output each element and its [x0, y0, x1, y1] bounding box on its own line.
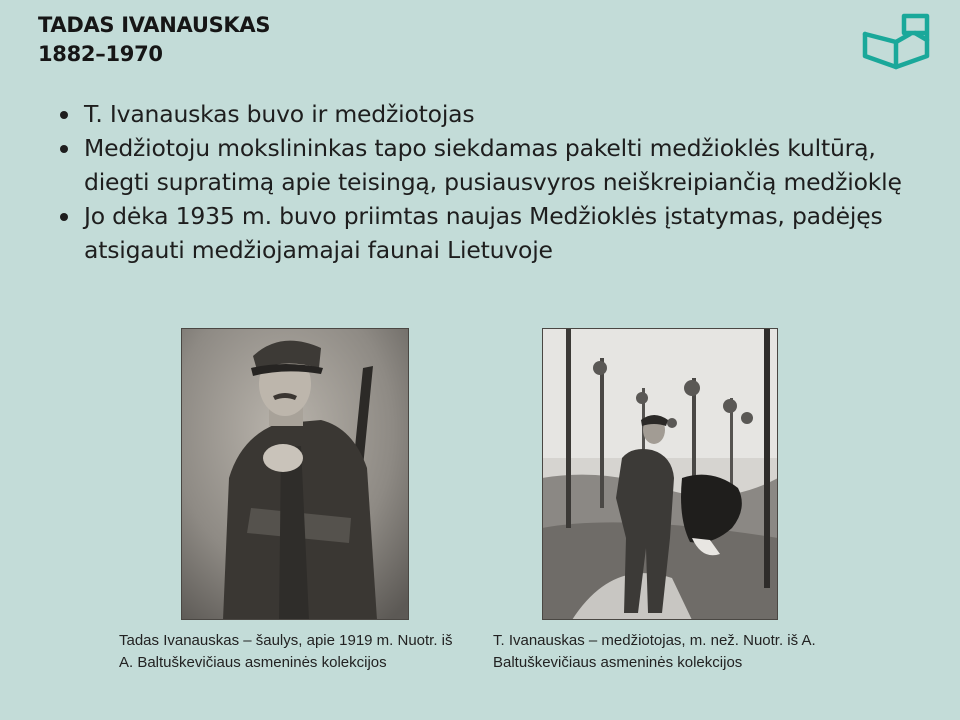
- bullet-item: [58, 97, 928, 131]
- bullet-text: Jo dėka 1935 m. buvo priimtas naujas Medžioklės įstatymas, padėjęs atsigauti medžiojamajai faunai Lietuvoje: [84, 202, 883, 264]
- bullet-text: T. Ivanauskas buvo ir medžiotojas: [84, 100, 475, 128]
- bullet-dot-icon: [60, 111, 68, 119]
- hunter-photo: [542, 328, 778, 620]
- bullet-text: Medžiotoju mokslininkas tapo siekdamas pakelti medžioklės kultūrą, diegti supratimą apie teisingą, pusiausvyros neiškreipiančią medžioklę: [84, 134, 902, 196]
- page-years: 1882–1970: [38, 42, 163, 66]
- bullet-dot-icon: [60, 145, 68, 153]
- portrait-photo-caption: Tadas Ivanauskas – šaulys, apie 1919 m. Nuotr. iš A. Baltuškevičiaus asmeninės kolekcijos: [119, 632, 453, 671]
- bullet-item: [58, 131, 928, 199]
- portrait-photo: [181, 328, 409, 620]
- bullet-dot-icon: [60, 213, 68, 221]
- hunter-photo-caption: T. Ivanauskas – medžiotojas, m. než. Nuotr. iš A. Baltuškevičiaus asmeninės kolekcijos: [493, 632, 816, 671]
- bullet-item: [58, 199, 928, 267]
- open-book-logo-icon: [860, 12, 932, 70]
- page-title: TADAS IVANAUSKAS: [38, 13, 271, 37]
- title-block: [38, 11, 270, 69]
- bullet-list: [58, 97, 928, 267]
